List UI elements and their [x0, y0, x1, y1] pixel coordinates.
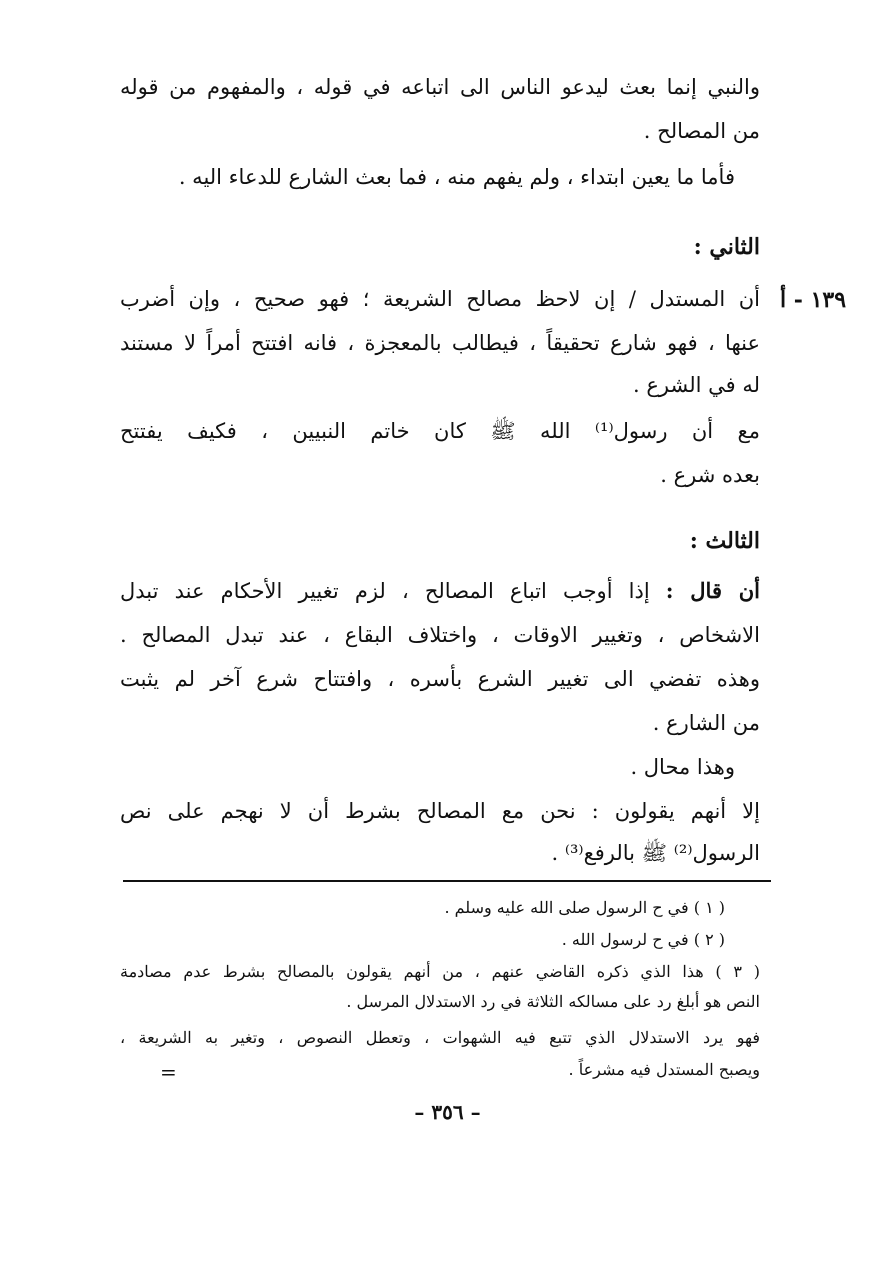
- body-line: وهذا محال .: [630, 755, 735, 779]
- body-line: الاشخاص ، وتغيير الاوقات ، واختلاف البقاع ، عند تبدل المصالح .: [120, 623, 760, 647]
- body-line: الرسول⁽²⁾ ﷺ بالرفع⁽³⁾ .: [551, 841, 760, 865]
- footnote: ويصبح المستدل فيه مشرعاً .: [568, 1060, 760, 1079]
- section-heading: الثاني :: [693, 234, 760, 260]
- continuation-mark: =: [160, 1060, 177, 1084]
- body-line: وهذه تفضي الى تغيير الشرع بأسره ، وافتتاح شرع آخر لم يثبت: [120, 667, 760, 691]
- body-line: مع أن رسول⁽¹⁾ الله ﷺ كان خاتم النبيين ، فكيف يفتتح: [120, 419, 760, 443]
- body-line: بعده شرع .: [660, 463, 760, 487]
- body-line: فأما ما يعين ابتداء ، ولم يفهم منه ، فما بعث الشارع للدعاء اليه .: [178, 165, 735, 189]
- body-line: من الشارع .: [652, 711, 760, 735]
- body-line: إلا أنهم يقولون : نحن مع المصالح بشرط أن لا نهجم على نص: [120, 799, 760, 823]
- body-line: والنبي إنما بعث ليدعو الناس الى اتباعه في قوله ، والمفهوم من قوله: [120, 75, 760, 99]
- footnote: ( ١ ) في ح الرسول صلى الله عليه وسلم .: [444, 898, 725, 917]
- footnote: ( ٢ ) في ح لرسول الله .: [561, 930, 725, 949]
- body-line: [120, 576, 760, 606]
- body-line: أن المستدل / إن لاحظ مصالح الشريعة ؛ فهو صحيح ، وإن أضرب: [120, 287, 760, 311]
- lead-phrase: أن قال :: [665, 578, 761, 603]
- page-number: – ٣٥٦ –: [414, 1100, 481, 1124]
- body-line-text: إذا أوجب اتباع المصالح ، لزم تغيير الأحكام عند تبدل: [120, 579, 650, 603]
- body-line: من المصالح .: [643, 119, 760, 143]
- footnote: النص هو أبلغ رد على مسالكه الثلاثة في رد الاستدلال المرسل .: [346, 992, 760, 1011]
- footnote: ( ٣ ) هذا الذي ذكره القاضي عنهم ، من أنهم يقولون بالمصالح بشرط عدم مصادمة: [120, 962, 760, 981]
- body-line: عنها ، فهو شارع تحقيقاً ، فيطالب بالمعجزة ، فانه افتتح أمراً لا مستند: [120, 331, 760, 355]
- body-line: له في الشرع .: [633, 373, 760, 397]
- footnote: فهو يرد الاستدلال الذي تتبع فيه الشهوات ، وتعطل النصوص ، وتغير به الشريعة ،: [120, 1028, 760, 1047]
- footnote-separator: [123, 880, 771, 882]
- margin-folio-note: ١٣٩ - أ: [780, 287, 847, 313]
- section-heading: الثالث :: [689, 528, 760, 554]
